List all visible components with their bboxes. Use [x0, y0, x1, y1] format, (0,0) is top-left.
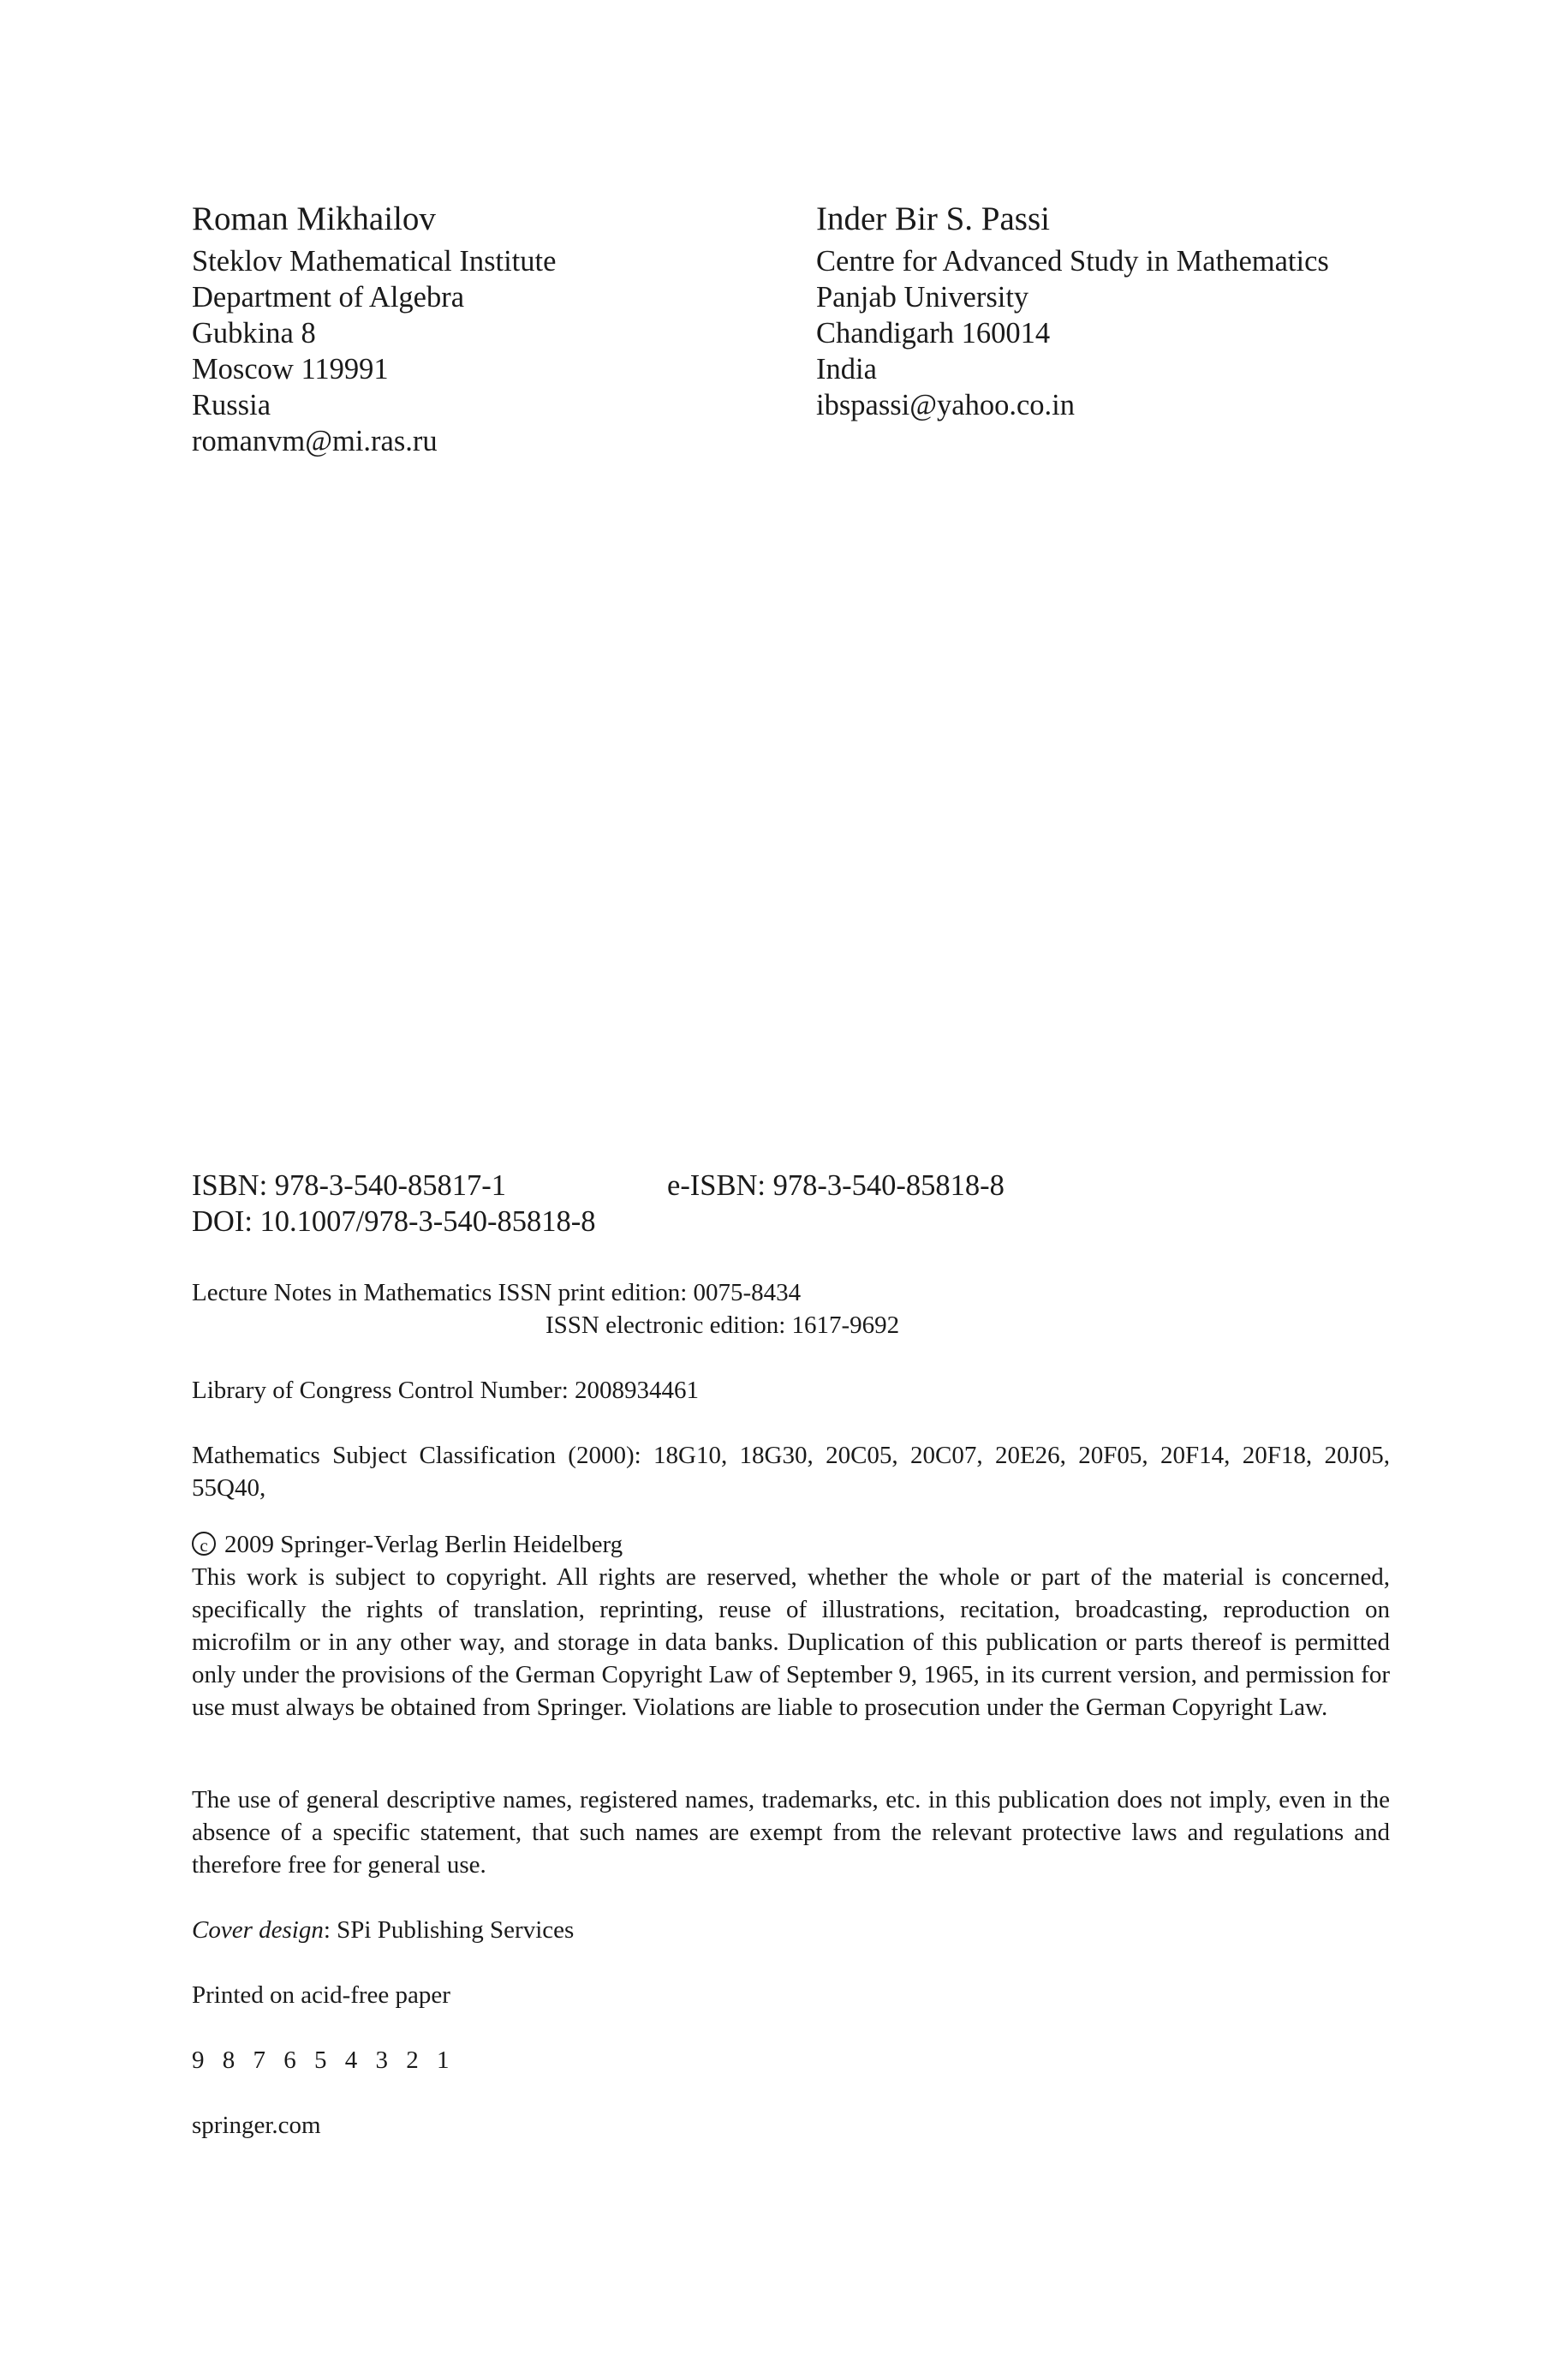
isbn-row [192, 1168, 1391, 1204]
author-affiliation: Steklov Mathematical Institute [192, 245, 557, 278]
author-email: ibspassi@yahoo.co.in [816, 389, 1075, 421]
copyright-holder: 2009 Springer-Verlag Berlin Heidelberg [224, 1531, 623, 1558]
series-issn [192, 1276, 1391, 1341]
cover-design-label: Cover design [192, 1916, 324, 1944]
lccn: Library of Congress Control Number: 2008934461 [192, 1377, 700, 1404]
paper-note: Printed on acid-free paper [192, 1981, 450, 2009]
author-block-passi [816, 199, 1416, 423]
copyright-icon: c [192, 1532, 216, 1556]
doi: DOI: 10.1007/978-3-540-85818-8 [192, 1205, 596, 1238]
author-city: Chandigarh 160014 [816, 317, 1051, 350]
author-block-mikhailov [192, 199, 791, 459]
author-affiliation: Centre for Advanced Study in Mathematics [816, 245, 1329, 278]
author-country: India [816, 353, 877, 385]
cover-design [192, 1914, 1391, 1946]
author-university: Panjab University [816, 281, 1029, 314]
eisbn: e-ISBN: 978-3-540-85818-8 [667, 1169, 1005, 1202]
subject-classification: Mathematics Subject Classification (2000): 18G10, 18G30, 20C05, 20C07, 20E26, 20F05, 20F14, 20F18, 20J05, 55Q40, [192, 1442, 1390, 1502]
trademark-notice: The use of general descriptive names, registered names, trademarks, etc. in this publication does not imply, even in the absence of a specific statement, that such names are exempt from the relevant protective laws and regulations and therefore free for general use. [192, 1786, 1390, 1879]
issn-electronic: ISSN electronic edition: 1617-9692 [546, 1311, 900, 1339]
copyright-text: This work is subject to copyright. All rights are reserved, whether the whole or part of the material is concerned, specifically the rights of translation, reprinting, reuse of illustrations, recitation, broadcasting, reproduction on microfilm or in any other way, and storage in data banks. Duplication of this publication or parts thereof is permitted only under the provisions of the German Copyright Law of September 9, 1965, in its current version, and permission for use must always be obtained from Springer. Violations are liable to prosecution under the German Copyright Law. [192, 1563, 1390, 1721]
copyright-section [192, 1528, 1391, 1724]
publisher-website: springer.com [192, 2112, 321, 2139]
issn-print: Lecture Notes in Mathematics ISSN print edition: 0075-8434 [192, 1279, 802, 1306]
author-department: Department of Algebra [192, 281, 465, 314]
author-city: Moscow 119991 [192, 353, 389, 385]
author-name: Roman Mikhailov [192, 200, 436, 237]
copyright-line [192, 1528, 1391, 1561]
author-street: Gubkina 8 [192, 317, 316, 350]
cover-design-value: : SPi Publishing Services [323, 1916, 575, 1944]
author-email: romanvm@mi.ras.ru [192, 425, 438, 457]
author-country: Russia [192, 389, 271, 421]
publication-identifiers [192, 1168, 1391, 1240]
printing-line: 9 8 7 6 5 4 3 2 1 [192, 2046, 456, 2074]
isbn: ISBN: 978-3-540-85817-1 [192, 1169, 507, 1202]
author-name: Inder Bir S. Passi [816, 200, 1050, 237]
